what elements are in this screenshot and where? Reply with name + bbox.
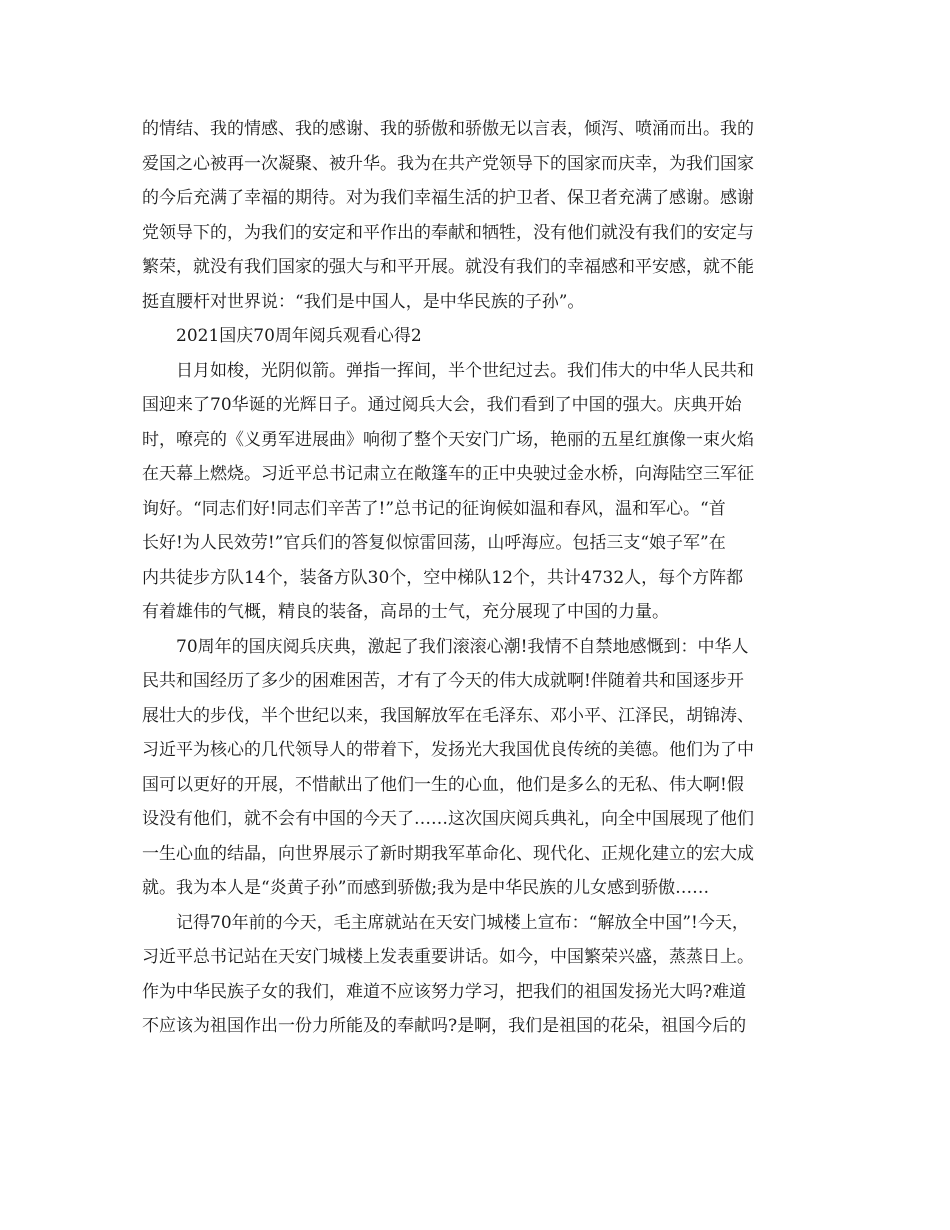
text-line: 记得70年前的今天，毛主席就站在天安门城楼上宣布：“解放全中国”!今天， xyxy=(176,912,749,933)
text-line: 党领导下的，为我们的安定和平作出的奉献和牺牲，没有他们就没有我们的安定与 xyxy=(142,222,754,243)
text-line: 70周年的国庆阅兵庆典，激起了我们滚滚心潮!我情不自禁地感慨到：中华人 xyxy=(176,636,749,657)
text-line: 日月如梭，光阴似箭。弹指一挥间，半个世纪过去。我们伟大的中华人民共和 xyxy=(176,360,754,381)
paragraph-1 xyxy=(142,112,822,319)
paragraph-2 xyxy=(142,354,822,630)
text-line: 询好。“同志们好!同志们辛苦了!”总书记的征询候如温和春风，温和军心。“首 xyxy=(142,498,726,519)
heading-text: 2021国庆70周年阅兵观看心得2 xyxy=(176,326,422,346)
text-line: 不应该为祖国作出一份力所能及的奉献吗?是啊，我们是祖国的花朵，祖国今后的 xyxy=(142,1016,747,1036)
text-line: 一生心血的结晶，向世界展示了新时期我军革命化、现代化、正规化建立的宏大成 xyxy=(142,843,754,864)
paragraph-3 xyxy=(142,630,822,906)
text-line: 繁荣，就没有我们国家的强大与和平开展。就没有我们的幸福感和平安感，就不能 xyxy=(142,257,754,277)
text-line: 内共徒步方队14个，装备方队30个，空中梯队12个，共计4732人，每个方阵都 xyxy=(142,567,744,588)
text-line: 作为中华民族子女的我们，难道不应该努力学习，把我们的祖国发扬光大吗?难道 xyxy=(142,981,747,1002)
section-heading xyxy=(142,319,822,354)
text-line: 就。我为本人是“炎黄子孙”而感到骄傲;我为是中华民族的儿女感到骄傲…… xyxy=(142,878,710,898)
text-line: 的今后充满了幸福的期待。对为我们幸福生活的护卫者、保卫者充满了感谢。感谢 xyxy=(142,188,754,208)
text-line: 有着雄伟的气概，精良的装备，高昂的士气，充分展现了中国的力量。 xyxy=(142,602,669,622)
text-line: 在天幕上燃烧。习近平总书记肃立在敞篷车的正中央驶过金水桥，向海陆空三军征 xyxy=(142,464,754,484)
text-line: 时，嘹亮的《义勇军进展曲》响彻了整个天安门广场，艳丽的五星红旗像一束火焰 xyxy=(142,429,754,450)
text-line: 展壮大的步伐，半个世纪以来，我国解放军在毛泽东、邓小平、江泽民，胡锦涛、 xyxy=(142,705,754,726)
text-line: 长好!为人民效劳!”官兵们的答复似惊雷回荡，山呼海应。包括三支“娘子军”在 xyxy=(142,533,726,553)
text-line: 的情结、我的情感、我的感谢、我的骄傲和骄傲无以言表，倾泻、喷涌而出。我的 xyxy=(142,119,754,139)
document-body xyxy=(142,112,822,1044)
text-line: 爱国之心被再一次凝聚、被升华。我为在共产党领导下的国家而庆幸，为我们国家 xyxy=(142,153,754,174)
text-line: 习近平总书记站在天安门城楼上发表重要讲话。如今，中国繁荣兴盛，蒸蒸日上。 xyxy=(142,947,754,967)
paragraph-4 xyxy=(142,906,822,1044)
text-line: 国可以更好的开展，不惜献出了他们一生的心血，他们是多么的无私、伟大啊!假 xyxy=(142,774,744,795)
text-line: 挺直腰杆对世界说：“我们是中国人，是中华民族的子孙”。 xyxy=(142,291,585,312)
text-line: 设没有他们，就不会有中国的今天了……这次国庆阅兵典礼，向全中国展现了他们 xyxy=(142,809,754,829)
text-line: 国迎来了70华诞的光辉日子。通过阅兵大会，我们看到了中国的强大。庆典开始 xyxy=(142,395,742,415)
text-line: 习近平为核心的几代领导人的带着下，发扬光大我国优良传统的美德。他们为了中 xyxy=(142,740,754,760)
text-line: 民共和国经历了多少的困难困苦，才有了今天的伟大成就啊!伴随着共和国逐步开 xyxy=(142,671,744,691)
